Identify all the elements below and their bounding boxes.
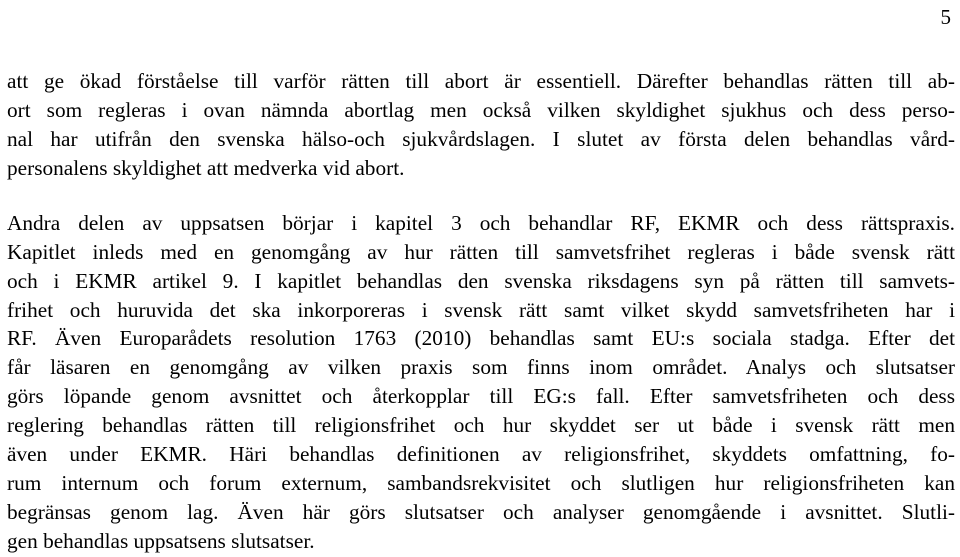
text-line: begränsas genom lag. Även här görs slutsatser och analyser genomgående i avsnittet. Slutli-: [7, 500, 955, 524]
text-line: Andra delen av uppsatsen börjar i kapitel 3 och behandlar RF, EKMR och dess rättspraxis.: [7, 211, 955, 235]
text-line: ort som regleras i ovan nämnda abortlag men också vilken skyldighet sjukhus och dess perso-: [7, 98, 955, 122]
text-line: och i EKMR artikel 9. I kapitlet behandlas den svenska riksdagens syn på rätten till samvets-: [7, 269, 955, 293]
text-line: nal har utifrån den svenska hälso-och sjukvårdslagen. I slutet av första delen behandlas vård-: [7, 127, 955, 151]
text-line: frihet och huruvida det ska inkorporeras i svensk rätt samt vilket skydd samvetsfriheten har i: [7, 298, 955, 322]
text-line: även under EKMR. Häri behandlas definitionen av religionsfrihet, skyddets omfattning, fo-: [7, 442, 955, 466]
text-line: Kapitlet inleds med en genomgång av hur rätten till samvetsfrihet regleras i både svensk rätt: [7, 240, 955, 264]
text-line: får läsaren en genomgång av vilken praxis som finns inom området. Analys och slutsatser: [7, 355, 955, 379]
text-line: personalens skyldighet att medverka vid abort.: [7, 156, 405, 180]
text-line: görs löpande genom avsnittet och återkopplar till EG:s fall. Efter samvetsfriheten och dess: [7, 384, 955, 408]
text-line: RF. Även Europarådets resolution 1763 (2010) behandlas samt EU:s sociala stadga. Efter det: [7, 326, 955, 350]
text-line: rum internum och forum externum, sambandsrekvisitet och slutligen hur religionsfriheten kan: [7, 471, 955, 495]
text-line: reglering behandlas rätten till religionsfrihet och hur skyddet ser ut både i svensk rätt men: [7, 413, 955, 437]
text-line: gen behandlas uppsatsens slutsatser.: [7, 529, 315, 553]
page-number: 5: [940, 5, 951, 29]
text-line: att ge ökad förståelse till varför rätten till abort är essentiell. Därefter behandlas rätten till ab-: [7, 69, 955, 93]
